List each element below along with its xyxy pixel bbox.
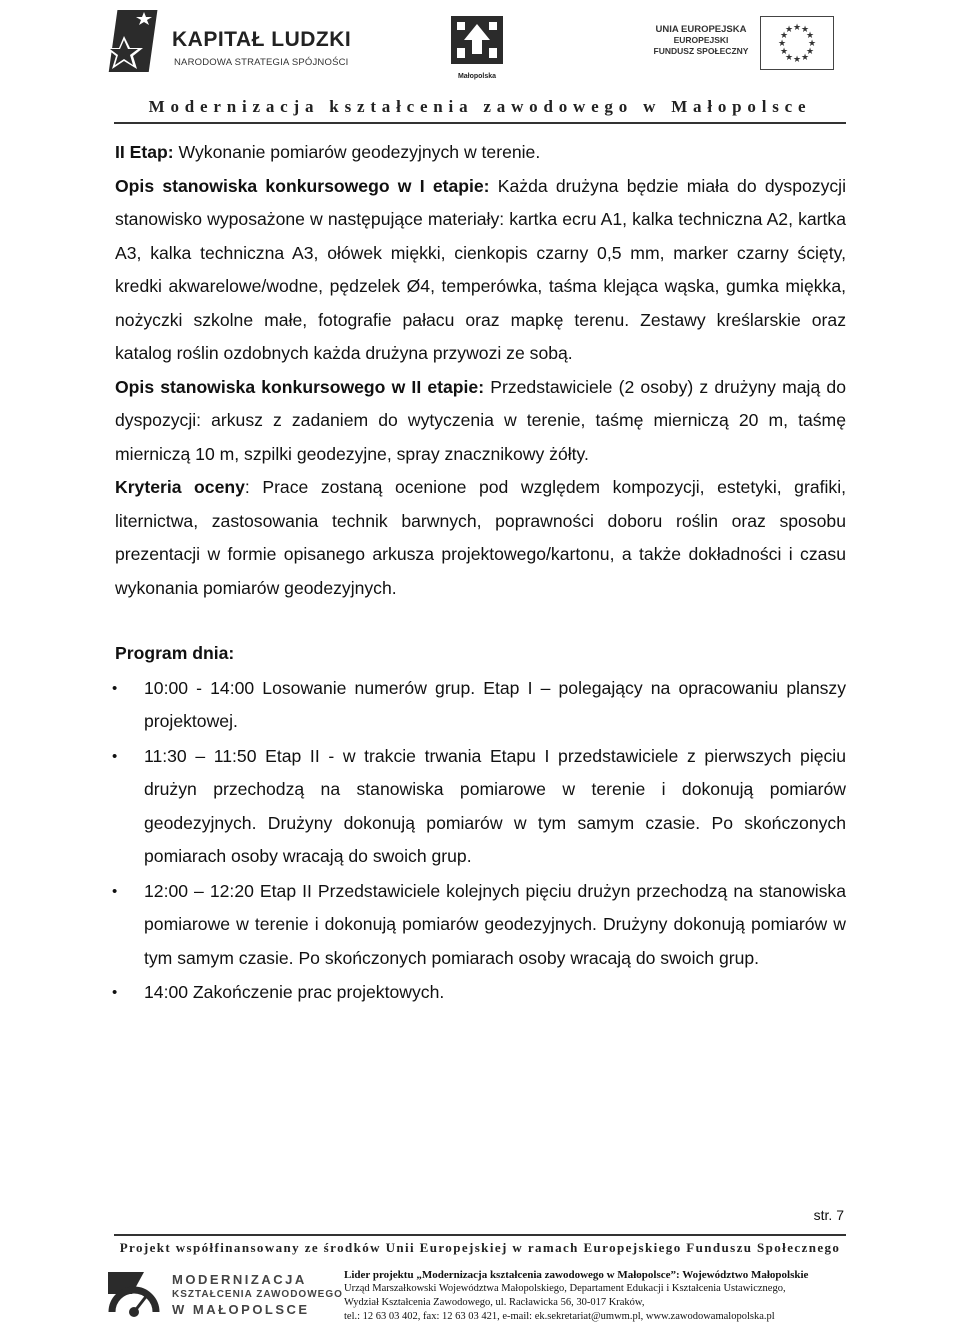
- svg-text:★: ★: [805, 31, 815, 41]
- paragraph-stage-2: [115, 371, 846, 472]
- eu-fund-label-2: FUNDUSZ SPOŁECZNY: [653, 46, 749, 56]
- kapital-ludzki-emblem-icon: [104, 6, 164, 78]
- paragraph-stage-1-text: Każda drużyna będzie miała do dyspozycji stanowisko wyposażone w następujące materiały: kartka ecru A1, kalka techniczna A2, kartka A3, kalka techniczna A3, ołówek miękki, cienkopis czarny 0,5 mm, marker czarny ścięty, kredki akwarelowe/wodne, pędzelek Ø4, temperówka, taśma klejąca wąska, gumka miękka, nożyczki szkolne małe, fotografie pałacu oraz mapkę terenu. Zestawy kreślarskie oraz katalog roślin ozdobnych każda drużyna przywozi ze sobą.: [115, 175, 846, 363]
- paragraph-stage-2-text: Przedstawiciele (2 osoby) z drużyny mają do dyspozycji: arkusz z zadaniem do wytyczenia w terenie, taśmę mierniczą 20 m, taśmę mierniczą 10 m, szpilki geodezyjne, spray znacznikowy żółty.: [115, 376, 846, 464]
- footer-info-line-1: Lider projektu „Modernizacja kształcenia zawodowego w Małopolsce”: Województwo Małopolskie: [344, 1269, 809, 1281]
- svg-text:★: ★: [792, 55, 802, 65]
- footer-info-line-4: tel.: 12 63 03 402, fax: 12 63 03 421, e-mail: ek.sekretariat@umwm.pl, www.zawodowamalopolska.pl: [344, 1311, 775, 1322]
- modernizacja-logo: [102, 1262, 343, 1322]
- modernizacja-emblem-icon: [102, 1264, 166, 1320]
- modernizacja-line-2: KSZTAŁCENIA ZAWODOWEGO: [172, 1289, 343, 1300]
- svg-text:★: ★: [784, 53, 794, 63]
- criteria-label: Kryteria oceny: [115, 477, 245, 497]
- footer-info-line-3: Wydział Kształcenia Zawodowego, ul. Racławicka 56, 30-017 Kraków,: [344, 1297, 645, 1308]
- paragraph-stage-1-label: Opis stanowiska konkursowego w I etapie:: [115, 175, 490, 196]
- page-number: str. 7: [813, 1207, 844, 1223]
- list-item: [112, 875, 846, 976]
- stage-text: Wykonanie pomiarów geodezyjnych w terenie.: [173, 142, 541, 162]
- header-divider: [114, 122, 846, 124]
- header-tagline: Modernizacja kształcenia zawodowego w Małopolsce: [148, 97, 812, 116]
- paragraph-stage-2-label: Opis stanowiska konkursowego w II etapie:: [115, 376, 485, 397]
- svg-text:★: ★: [779, 31, 789, 41]
- eu-union-label: UNIA EUROPEJSKA: [655, 24, 747, 35]
- paragraph-criteria: [115, 471, 846, 605]
- eu-flag-icon: [760, 16, 834, 70]
- svg-text:★: ★: [792, 23, 802, 33]
- list-item: [112, 672, 846, 739]
- list-item-text: 11:30 – 11:50 Etap II - w trakcie trwania Etapu I przedstawiciele z pierwszych pięciu drużyn przechodzą na stanowiska pomiarowe w terenie i dokonują pomiarów geodezyjnych. Drużyny dokonują pomiarów w tym samym czasie. Po skończonych pomiarach osoby wracają do swoich grup.: [144, 745, 846, 866]
- criteria-text: : Prace zostaną ocenione pod względem kompozycji, estetyki, grafiki, liternictwa, zastosowania technik barwnych, poprawności doboru roślin oraz sposobu prezentacji w formie opisanego arkusza projektowego/kartonu, a także dokładności i czasu wykonania pomiarów geodezyjnych.: [115, 477, 846, 598]
- eu-fund-label-1: EUROPEJSKI: [673, 35, 729, 45]
- bullet-icon: •: [112, 882, 118, 900]
- paragraph-stage-1: [115, 170, 846, 371]
- page-header: [0, 0, 960, 130]
- list-item: [112, 740, 846, 874]
- svg-text:★: ★: [800, 53, 810, 63]
- modernizacja-line-3: W MAŁOPOLSCE: [172, 1302, 310, 1317]
- program-title: Program dnia:: [115, 643, 235, 663]
- list-item-text: 14:00 Zakończenie prac projektowych.: [144, 982, 445, 1002]
- svg-text:★: ★: [784, 25, 794, 35]
- svg-text:★: ★: [805, 47, 815, 57]
- list-item-text: 12:00 – 12:20 Etap II Przedstawiciele kolejnych pięciu drużyn przechodzą na stanowiska pomiarowe w terenie i dokonują pomiarów geodezyjnych. Drużyny dokonują pomiarów w tym samym czasie. Po skończonych pomiarach osoby wracają do swoich grup.: [144, 880, 846, 968]
- svg-text:★: ★: [807, 39, 817, 49]
- list-item: [112, 976, 846, 1010]
- malopolska-logo: [448, 14, 506, 78]
- footer-tagline: Projekt współfinansowany ze środków Unii Europejskiej w ramach Europejskiego Funduszu Społecznego: [119, 1240, 841, 1255]
- footer-contact-info: [344, 1268, 844, 1324]
- svg-text:★: ★: [779, 47, 789, 57]
- bullet-icon: •: [112, 747, 118, 765]
- program-list: [112, 672, 846, 1010]
- list-item-text: 10:00 - 14:00 Losowanie numerów grup. Etap I – polegający na opracowaniu planszy projektowej.: [144, 677, 846, 731]
- eu-text-block: [650, 24, 752, 57]
- modernizacja-text-block: [172, 1272, 343, 1317]
- kapital-ludzki-logo: [104, 6, 352, 80]
- eu-logo: [650, 14, 840, 74]
- bullet-icon: •: [112, 984, 118, 1001]
- stage-heading: [115, 136, 846, 170]
- malopolska-label: Małopolska: [457, 73, 497, 80]
- footer-info-line-2: Urząd Marszałkowski Województwa Małopolskiego, Departament Edukacji i Kształcenia Ustawicznego,: [344, 1283, 786, 1294]
- kapital-ludzki-subtitle: NARODOWA STRATEGIA SPÓJNOŚCI: [174, 57, 349, 68]
- modernizacja-line-1: MODERNIZACJA: [172, 1272, 307, 1287]
- svg-text:★: ★: [800, 25, 810, 35]
- footer-divider: [114, 1234, 846, 1236]
- bullet-icon: •: [112, 679, 118, 697]
- malopolska-crest-icon: [448, 14, 506, 66]
- spacer: [115, 605, 846, 637]
- document-body: [112, 136, 846, 1011]
- kapital-ludzki-title: KAPITAŁ LUDZKI: [172, 28, 352, 51]
- svg-text:★: ★: [777, 39, 787, 49]
- stage-label: II Etap:: [115, 142, 174, 162]
